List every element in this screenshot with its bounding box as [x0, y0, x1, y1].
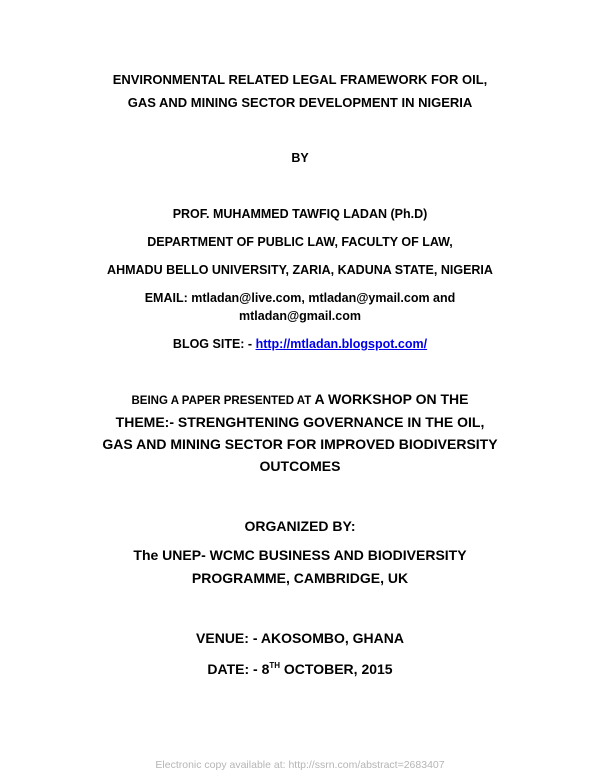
author-university: AHMADU BELLO UNIVERSITY, ZARIA, KADUNA STATE, NIGERIA	[107, 263, 493, 277]
author-email-line-2: mtladan@gmail.com	[239, 309, 361, 323]
organizer-line-2: PROGRAMME, CAMBRIDGE, UK	[191, 570, 409, 586]
presentation-prefix: BEING A PAPER PRESENTED AT	[131, 395, 315, 407]
electronic-copy-footer: Electronic copy available at: http://ssrn.com/abstract=2683407	[155, 759, 445, 771]
presentation-line-4: OUTCOMES	[259, 458, 341, 474]
presentation-line-2: THEME:- STRENGHTENING GOVERNANCE IN THE OIL,	[115, 414, 485, 430]
blog-site-link[interactable]: http://mtladan.blogspot.com/	[255, 337, 428, 351]
blog-site-line	[0, 337, 600, 351]
author-email-line-1: EMAIL: mtladan@live.com, mtladan@ymail.com and	[144, 291, 456, 305]
author-department: DEPARTMENT OF PUBLIC LAW, FACULTY OF LAW,	[147, 235, 453, 249]
blog-site-label: BLOG SITE: -	[172, 337, 256, 351]
date-rest: OCTOBER, 2015	[280, 661, 393, 677]
presentation-workshop: A WORKSHOP ON THE	[314, 391, 469, 407]
date-line	[0, 661, 600, 677]
date-superscript: TH	[269, 661, 281, 670]
organized-by-heading: ORGANIZED BY:	[244, 518, 356, 534]
presentation-line-3: GAS AND MINING SECTOR FOR IMPROVED BIODIVERSITY	[102, 436, 498, 452]
presentation-line-1	[0, 391, 600, 409]
by-label: BY	[291, 151, 309, 165]
date-prefix: DATE: - 8	[207, 661, 270, 677]
paper-title-line-1: ENVIRONMENTAL RELATED LEGAL FRAMEWORK FOR OIL,	[112, 72, 488, 87]
organizer-line-1: The UNEP- WCMC BUSINESS AND BIODIVERSITY	[133, 547, 467, 563]
venue-line: VENUE: - AKOSOMBO, GHANA	[196, 630, 404, 646]
paper-title-line-2: GAS AND MINING SECTOR DEVELOPMENT IN NIGERIA	[127, 95, 473, 110]
author-name: PROF. MUHAMMED TAWFIQ LADAN (Ph.D)	[172, 207, 428, 221]
